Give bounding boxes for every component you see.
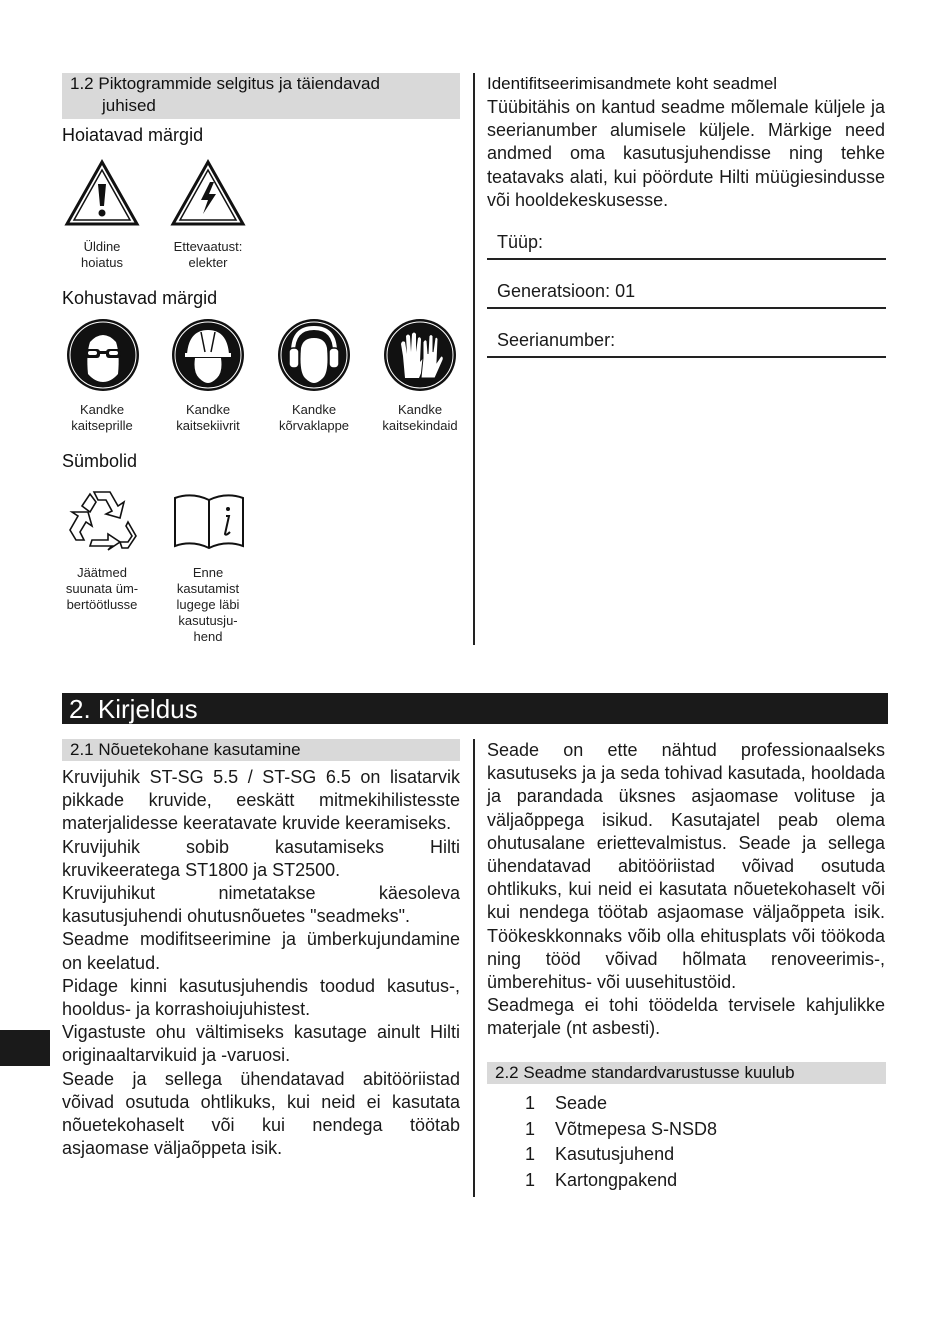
identification-heading: Identifitseerimisandmete koht seadmel	[487, 74, 778, 93]
general-warning-icon	[64, 158, 140, 233]
caption-line: Kandke	[291, 402, 337, 417]
paragraph: Seade ja sellega ühendatavad abitööriistad võivad osutuda ohtlikuks, kui neid ei kasutata nõuetekohaselt või kui nendega töötab asjaomase väljaõppeta isik.	[62, 1068, 460, 1159]
electric-warning-icon	[170, 158, 246, 233]
gloves-icon	[383, 318, 457, 397]
mandatory-signs-heading: Kohustavad märgid	[62, 288, 218, 308]
caption-line: lugege läbi	[176, 597, 240, 612]
quantity: 1	[525, 1169, 536, 1190]
paragraph: Seadme modifitseerimine ja ümberkujundamine on keelatud.	[62, 929, 460, 973]
standard-equipment-list	[525, 1091, 717, 1193]
mandatory-caption-2	[158, 402, 258, 434]
mandatory-caption-1	[52, 402, 152, 434]
warning-signs-heading: Hoiatavad märgid	[62, 125, 204, 145]
paragraph: Kruvijuhik ST-SG 5.5 / ST-SG 6.5 on lisatarvik pikkade kruvide, eeskätt mitmekihilistesste materjalidesse keeratavate kruvide keeramiseks.	[62, 767, 460, 834]
paragraph: Kruvijuhikut nimetatakse käesoleva kasutusjuhendi ohutusnõuetes "seadmeks".	[62, 883, 460, 927]
caption-line: Ettevaatust:	[173, 239, 243, 254]
list-item	[525, 1117, 717, 1143]
quantity: 1	[525, 1118, 536, 1139]
caption-line: Üldine	[83, 239, 121, 254]
generation-field-label: Generatsioon: 01	[497, 281, 636, 301]
mandatory-caption-3	[264, 402, 364, 434]
section-2-1-heading: 2.1 Nõuetekohane kasutamine	[62, 739, 460, 761]
caption-line: kaitsekiivrit	[176, 418, 240, 433]
paragraph: Kruvijuhik sobib kasutamiseks Hilti kruvikeeratega ST1800 ja ST2500.	[62, 836, 460, 880]
manual-caption	[158, 565, 258, 645]
item-name: Kasutusjuhend	[555, 1144, 675, 1164]
type-field-label: Tüüp:	[497, 232, 544, 252]
caption-line: kasutamist	[176, 581, 240, 596]
caption-line: Kandke	[397, 402, 443, 417]
caption-line: hoiatus	[81, 255, 123, 270]
paragraph: Seade on ette nähtud professionaalseks kasutuseks ja ja seda tohivad kasutada, hooldada ja parandada üksnes asjaomase volituse ja väljaõppega isikud. Kasutajatel peab olema ohutusalane eriettevalmistus. Seade ja sellega ühendatavad abitööriistad võivad osutuda ohtlikuks, kui neid ei kasutata nõuetekohaselt või kui nendega töötab asjaomase väljaõppeta isik. Töökeskkonnaks võib olla ehitusplats või töökoda ning tööd võivad hõlmata renoveerimis-, ümberehitus- või uusehitustöid.	[487, 740, 885, 993]
manual-icon	[172, 492, 246, 555]
quantity: 1	[525, 1093, 536, 1113]
list-item	[525, 1168, 717, 1194]
generation-field	[487, 281, 886, 309]
caption-line: suunata üm-	[65, 581, 139, 596]
column-divider-bottom	[473, 739, 475, 1197]
symbols-heading: Sümbolid	[62, 451, 138, 471]
paragraph: Pidage kinni kasutusjuhendis toodud kasutus-, hooldus- ja korrashoiujuhistest.	[62, 975, 460, 1020]
chapter-title: 2. Kirjeldus	[69, 694, 198, 724]
side-tab	[0, 1030, 50, 1066]
recycle-caption	[52, 565, 152, 613]
caption-line: bertöötlusse	[66, 597, 138, 612]
caption-line: Jäätmed	[77, 565, 127, 580]
chapter-title-bar	[62, 693, 888, 724]
general-warning-caption	[52, 239, 152, 271]
section-2-2-heading: 2.2 Seadme standardvarustusse kuulub	[487, 1062, 886, 1084]
section-2-1-body	[62, 766, 460, 1160]
caption-line: elekter	[188, 255, 228, 270]
caption-line: Kandke	[185, 402, 231, 417]
safety-glasses-icon	[66, 318, 140, 397]
caption-line: kõrvaklappe	[278, 418, 350, 433]
serial-number-field	[487, 330, 886, 358]
list-item	[525, 1091, 717, 1117]
item-name: Seade	[555, 1093, 608, 1113]
column-divider-top	[473, 73, 475, 645]
caption-line: hend	[193, 629, 223, 644]
item-name: Võtmepesa S-NSD8	[555, 1118, 718, 1139]
section-1-2-title-line1: 1.2 Piktogrammide selgitus ja täiendavad	[70, 74, 380, 93]
electric-warning-caption	[158, 239, 258, 271]
section-1-2-heading	[62, 73, 460, 119]
mandatory-caption-4	[366, 402, 474, 434]
section-1-2-title-line2: juhised	[102, 96, 156, 115]
caption-line: kaitsekindaid	[382, 418, 458, 433]
identification-text: Tüübitähis on kantud seadme mõlemale küljele ja seerianumber alumisele küljele. Märkige need andmed oma kasutusjuhendisse ning tehke teatavaks alati, kui pöördute Hilti müügiesindusse või hooldekeskusesse.	[487, 97, 885, 210]
caption-line: Enne	[192, 565, 224, 580]
caption-line: kasutusju-	[178, 613, 238, 628]
type-field	[487, 232, 886, 260]
quantity: 1	[525, 1144, 536, 1164]
item-name: Kartongpakend	[555, 1169, 678, 1190]
paragraph: Seadmega ei tohi töödelda tervisele kahjulikke materjale (nt asbesti).	[487, 995, 885, 1039]
caption-line: Kandke	[79, 402, 125, 417]
section-2-1-continued	[487, 739, 885, 1041]
hard-hat-icon	[171, 318, 245, 397]
list-item	[525, 1142, 717, 1168]
serial-number-field-label: Seerianumber:	[497, 330, 616, 350]
recycle-icon	[66, 484, 140, 559]
ear-protection-icon	[277, 318, 351, 397]
paragraph: Vigastuste ohu vältimiseks kasutage ainult Hilti originaaltarvikuid ja -varuosi.	[62, 1022, 460, 1066]
caption-line: kaitseprille	[71, 418, 133, 433]
